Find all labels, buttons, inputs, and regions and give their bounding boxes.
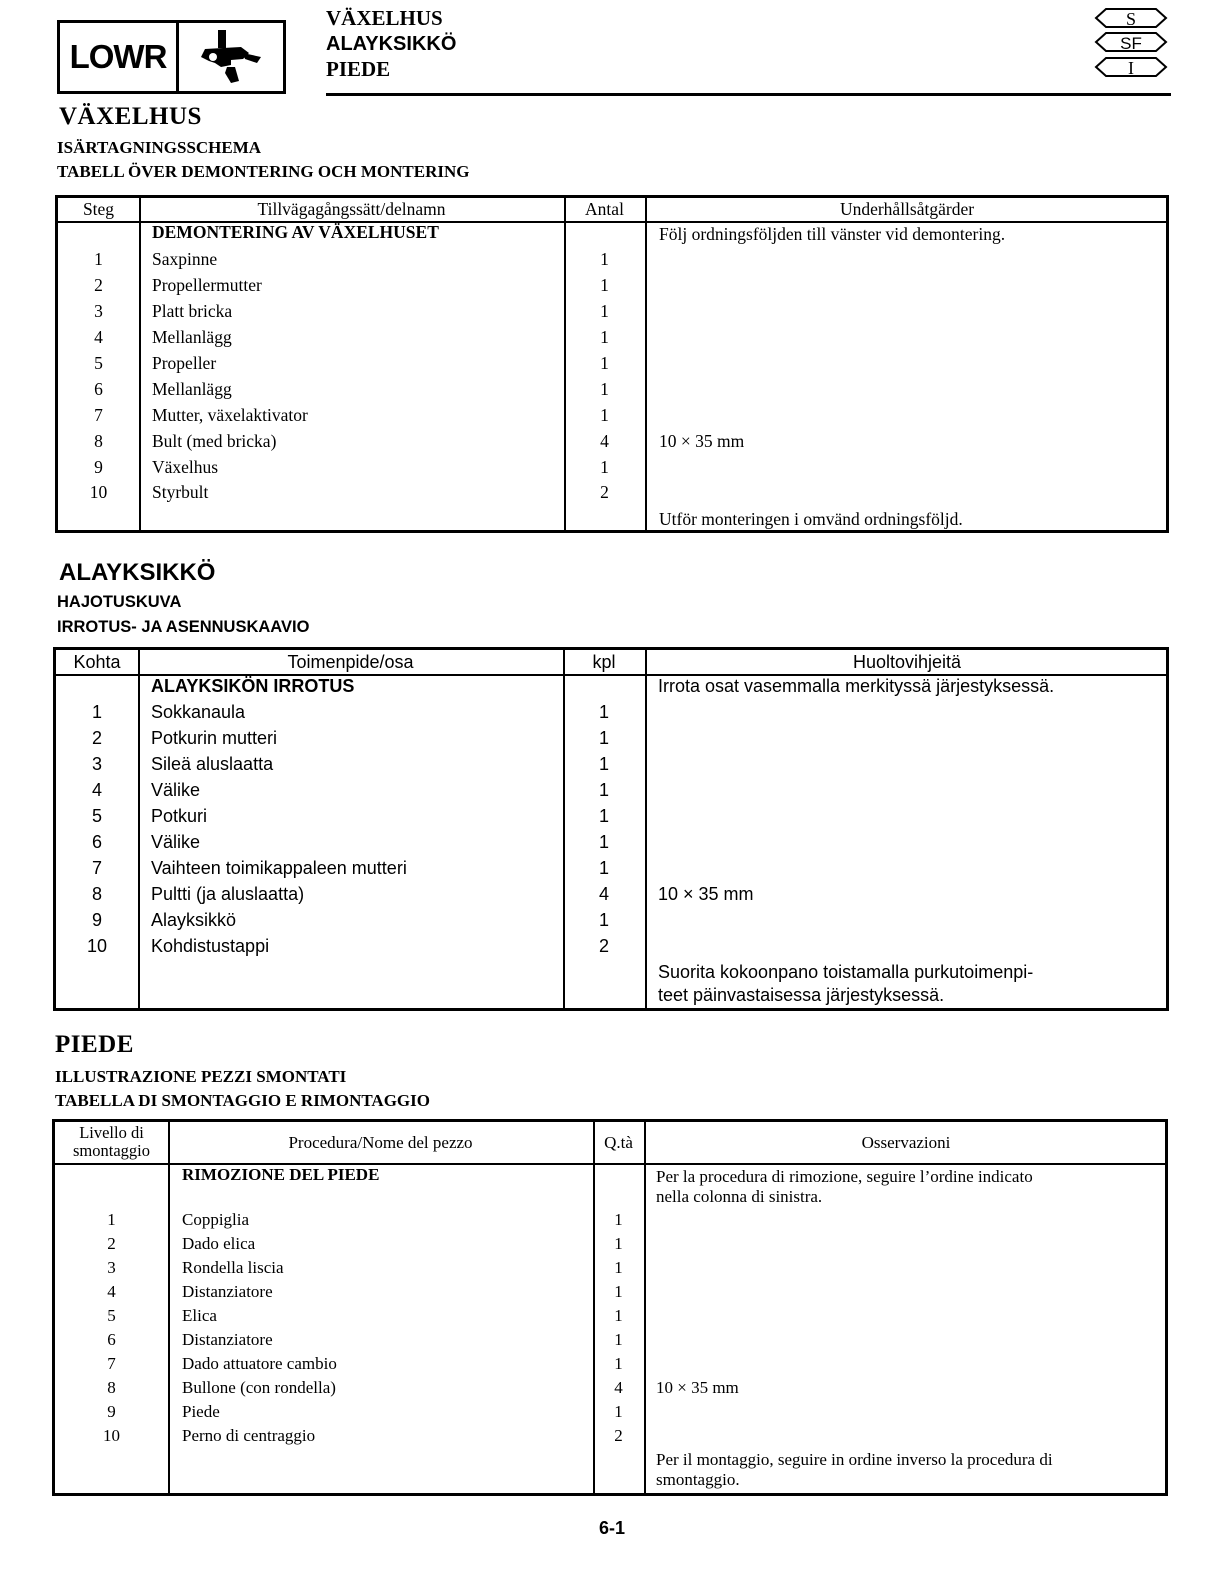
column-header-qty: Q.tà [604, 1133, 633, 1152]
section-subtitle-sv-2: TABELL ÖVER DEMONTERING OCH MONTERING [57, 162, 470, 181]
column-header-step: Livello di smontaggio [73, 1123, 150, 1160]
table-footer-note-line2: teet päinvastaisessa järjestyksessä. [658, 985, 945, 1005]
header-title-sv: VÄXELHUS [326, 6, 443, 30]
table-footer-note-line1: Per il montaggio, seguire in ordine inverso la procedura di [656, 1450, 1053, 1469]
section-subtitle-fi-1: HAJOTUSKUVA [57, 593, 182, 611]
section-code: LOWR [60, 23, 179, 91]
header-title-it: PIEDE [326, 57, 391, 81]
table-it: Livello di smontaggio Procedura/Nome del pezzo Q.tà Osservazioni RIMOZIONE DEL PIEDE Per la procedura di rimozione, seguire l’ordine indicato nella colonna di sinistra. 1 Coppiglia 1 2 Dado elica 1 3 Rondella liscia 1 4 Distanziatore 1 5 Elica 1 6 Distanziatore 1 7 Dado attuatore cambio 1 8 Bullone (con rondella) 4 10 × 35 mm 9 Piede 1 10 Perno di centraggio 2 Per il montaggio, seguire in ordine inverso la procedura di smontaggio. [52, 1119, 1168, 1496]
language-badges [1094, 6, 1168, 86]
table-heading-note-line2: nella colonna di sinistra. [656, 1187, 823, 1206]
lang-badge-s: S [1125, 9, 1137, 29]
column-header-name: Procedura/Nome del pezzo [288, 1133, 473, 1152]
table-heading: DEMONTERING AV VÄXELHUSET [152, 222, 439, 242]
section-title-it: PIEDE [55, 1031, 134, 1058]
table-fi: Kohta Toimenpide/osa kpl Huoltovihjeitä ALAYKSIKÖN IRROTUS Irrota osat vasemmalla merkityssä järjestyksessä. 1 Sokkanaula 1 2 Potkurin mutteri 1 3 Sileä aluslaatta 1 4 Välike 1 5 Potkuri 1 6 Välike 1 7 Vaihteen toimikappaleen mutteri 1 8 Pultti (ja aluslaatta) 4 10 × 35 mm 9 Alayksikkö 1 10 Kohdistustappi 2 Suorita kokoonpano toistamalla purkutoimenpi- teet päinvastaisessa järjestyksessä. [53, 647, 1169, 1011]
table-heading: RIMOZIONE DEL PIEDE [182, 1165, 380, 1184]
lower-unit-icon [179, 23, 283, 91]
header-title-fi: ALAYKSIKKÖ [326, 32, 457, 55]
lang-badge-i: I [1128, 58, 1134, 78]
section-title-fi: ALAYKSIKKÖ [59, 559, 216, 586]
column-header-qty: Antal [585, 199, 624, 219]
column-header-name: Tillvägagångssätt/delnamn [257, 199, 446, 219]
section-subtitle-fi-2: IRROTUS- JA ASENNUSKAAVIO [57, 618, 310, 636]
table-footer-note-line1: Suorita kokoonpano toistamalla purkutoimenpi- [658, 962, 1034, 982]
column-header-step: Kohta [73, 652, 121, 672]
table-heading-note-line1: Per la procedura di rimozione, seguire l’ordine indicato [656, 1167, 1033, 1186]
table-heading-note: Följ ordningsföljden till vänster vid demontering. [659, 224, 1006, 244]
column-header-notes: Underhållsåtgärder [839, 199, 975, 219]
header-titles [326, 6, 456, 83]
table-sv: Steg Tillvägagångssätt/delnamn Antal Underhållsåtgärder DEMONTERING AV VÄXELHUSET Följ ordningsföljden till vänster vid demontering. 1 Saxpinne 1 2 Propellermutter 1 3 Platt bricka 1 4 Mellanlägg 1 5 Propeller 1 6 Mellanlägg 1 7 Mutter, växelaktivator 1 8 Bult (med bricka) 4 10 × 35 mm 9 Växelhus 1 10 Styrbult 2 Utför monteringen i omvänd ordningsföljd. [55, 195, 1169, 533]
table-footer-note: Utför monteringen i omvänd ordningsföljd. [659, 509, 963, 529]
section-badge [57, 20, 286, 94]
page-number: 6-1 [598, 1518, 625, 1538]
table-heading-note: Irrota osat vasemmalla merkityssä järjestyksessä. [658, 676, 1055, 696]
section-title-sv: VÄXELHUS [59, 103, 202, 130]
table-footer-note-line2: smontaggio. [656, 1470, 740, 1489]
table-heading: ALAYKSIKÖN IRROTUS [151, 676, 355, 696]
column-header-notes: Huoltovihjeitä [852, 652, 962, 672]
lang-badge-sf: SF [1120, 34, 1142, 53]
section-subtitle-it-1: ILLUSTRAZIONE PEZZI SMONTATI [55, 1067, 347, 1086]
column-header-step: Steg [82, 199, 115, 219]
section-subtitle-it-2: TABELLA DI SMONTAGGIO E RIMONTAGGIO [55, 1091, 430, 1110]
column-header-name: Toimenpide/osa [287, 652, 414, 672]
section-subtitle-sv-1: ISÄRTAGNINGSSCHEMA [57, 138, 262, 157]
header-rule [326, 93, 1171, 96]
column-header-notes: Osservazioni [861, 1133, 951, 1152]
column-header-qty: kpl [592, 652, 616, 672]
